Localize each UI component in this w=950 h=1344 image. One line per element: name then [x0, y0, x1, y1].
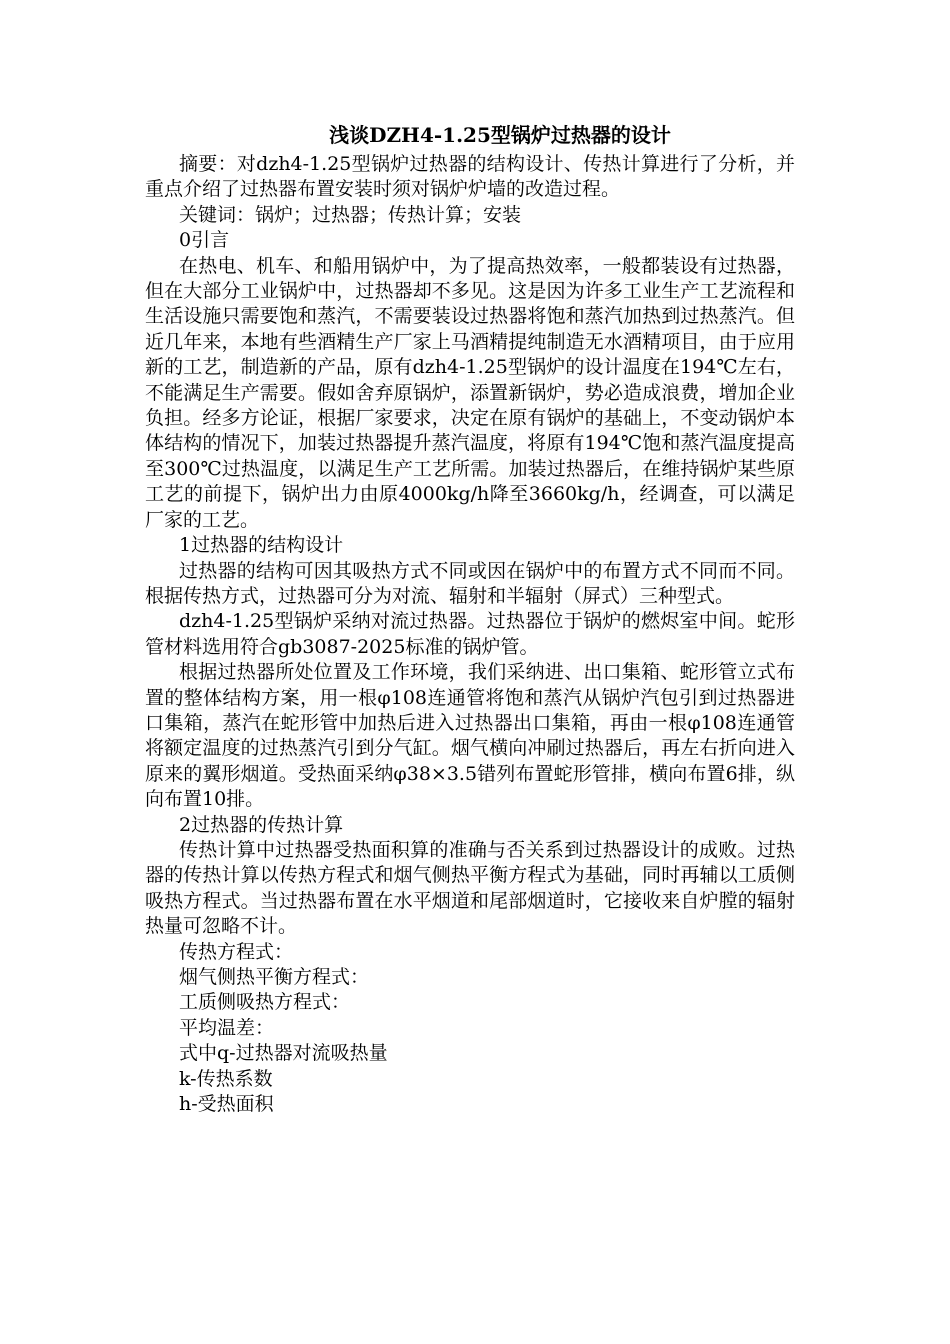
- section-heading-structure-design: 1过热器的结构设计: [179, 534, 344, 557]
- structure-paragraph-1: 过热器的结构可因其吸热方式不同或因在锅炉中的布置方式不同而不同。根据传热方式，过热器可分为对流、辐射和半辐射（屏式）三种型式。: [145, 559, 795, 607]
- document-title: 浅谈DZH4-1.25型锅炉过热器的设计: [329, 123, 671, 147]
- equation-label-working-medium: 工质侧吸热方程式：: [179, 991, 351, 1014]
- symbol-definition-q: 式中q-过热器对流吸热量: [179, 1042, 388, 1065]
- section-heading-introduction: 0引言: [179, 229, 230, 252]
- introduction-paragraph: 在热电、机车、和船用锅炉中，为了提高热效率，一般都装设有过热器，但在大部分工业锅炉中，过热器却不多见。这是因为许多工业生产工艺流程和生活设施只需要饱和蒸汽，不需要装设过热器将饱和蒸汽加热到过热蒸汽。但近几年来，本地有些酒精生产厂家上马酒精提纯制造无水酒精项目，由于应用新的工艺，制造新的产品，原有dzh4-1.25型锅炉的设计温度在194℃左右，不能满足生产需要。假如舍弃原锅炉，添置新锅炉，势必造成浪费，增加企业负担。经多方论证，根据厂家要求，决定在原有锅炉的基础上，不变动锅炉本体结构的情况下，加装过热器提升蒸汽温度，将原有194℃饱和蒸汽温度提高至300℃过热温度，以满足生产工艺所需。加装过热器后，在维持锅炉某些原工艺的前提下，锅炉出力由原4000kg/h降至3660kg/h，经调查，可以满足厂家的工艺。: [145, 254, 795, 531]
- symbol-definition-k: k-传热系数: [179, 1067, 273, 1090]
- equation-label-flue-gas-balance: 烟气侧热平衡方程式：: [179, 966, 370, 988]
- structure-paragraph-3: 根据过热器所处位置及工作环境，我们采纳进、出口集箱、蛇形管立式布置的整体结构方案，用一根φ108连通管将饱和蒸汽从锅炉汽包引到过热器进口集箱，蒸汽在蛇形管中加热后进入过热器出口集箱，再由一根φ108连通管将额定温度的过热蒸汽引到分气缸。烟气横向冲刷过热器后，再左右折向进入原来的翼形烟道。受热面采纳φ38×3.5错列布置蛇形管排，横向布置6排，纵向布置10排。: [145, 661, 795, 811]
- keywords-paragraph: 关键词：锅炉；过热器；传热计算；安装: [179, 203, 522, 226]
- equation-label-mean-temperature: 平均温差：: [179, 1016, 275, 1039]
- symbol-definition-h: h-受热面积: [179, 1093, 274, 1116]
- abstract-paragraph: 摘要：对dzh4-1.25型锅炉过热器的结构设计、传热计算进行了分析，并重点介绍了过热器布置安装时须对锅炉炉墙的改造过程。: [145, 153, 795, 201]
- equation-label-heat-transfer: 传热方程式：: [179, 940, 294, 963]
- section-heading-heat-transfer: 2过热器的传热计算: [179, 813, 344, 836]
- structure-paragraph-2: dzh4-1.25型锅炉采纳对流过热器。过热器位于锅炉的燃烬室中间。蛇形管材料选用符合gb3087-2025标准的锅炉管。: [145, 610, 795, 658]
- heat-transfer-paragraph: 传热计算中过热器受热面积算的准确与否关系到过热器设计的成败。过热器的传热计算以传热方程式和烟气侧热平衡方程式为基础，同时再辅以工质侧吸热方程式。当过热器布置在水平烟道和尾部烟道时，它接收来自炉膛的辐射热量可忽略不计。: [145, 838, 795, 938]
- document-page: [145, 120, 795, 1117]
